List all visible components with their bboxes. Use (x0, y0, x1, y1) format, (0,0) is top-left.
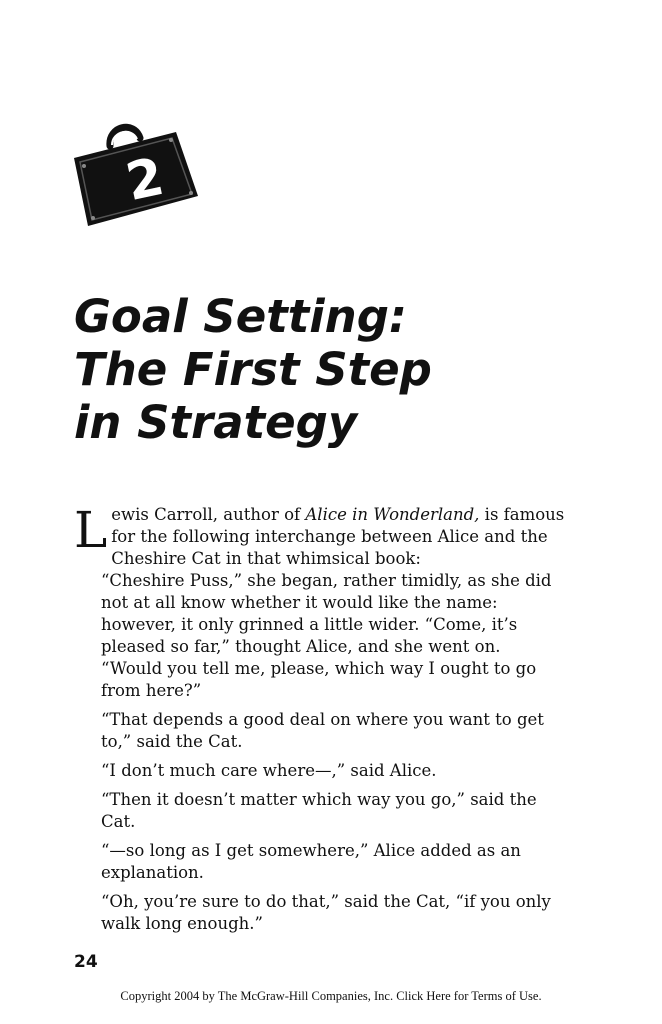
quote-paragraph: “Oh, you’re sure to do that,” said the Cat, “if you only walk long enough.” (101, 892, 551, 933)
title-line-2: The First Step (74, 343, 432, 396)
title-line-1: Goal Setting: (74, 290, 407, 343)
book-title-italic: Alice in Wonderland, (305, 505, 480, 524)
lead-text-before: ewis Carroll, author of (111, 505, 306, 524)
quote-paragraph: “That depends a good deal on where you want to get to,” said the Cat. (101, 710, 544, 751)
drop-cap: L (74, 501, 108, 559)
quote-paragraph: “Then it doesn’t matter which way you go,” said the Cat. (101, 790, 537, 831)
chapter-title (74, 290, 432, 449)
lead-text-after: is famous for the following interchange between Alice and the Cheshire Cat in that whimsical book: (111, 505, 565, 568)
title-line-3: in Strategy (74, 396, 358, 449)
lead-paragraph (74, 501, 566, 570)
quote-paragraph: “I don’t much care where—,” said Alice. (101, 761, 437, 780)
chapter-body (74, 501, 566, 942)
chapter-number: 2 (121, 146, 169, 214)
block-quote (74, 570, 566, 935)
quote-paragraph: “—so long as I get somewhere,” Alice added as an explanation. (101, 841, 521, 882)
page-number: 24 (74, 952, 98, 972)
quote-paragraph: “Cheshire Puss,” she began, rather timidly, as she did not at all know whether it would like the name: however, it only grinned a little wider. “Come, it’s pleased so far,” thought Alice, and she went on. “Would you tell me, please, which way I ought to go from here?” (101, 571, 552, 700)
copyright-notice[interactable]: Copyright 2004 by The McGraw-Hill Companies, Inc. Click Here for Terms of Use. (120, 989, 542, 1003)
